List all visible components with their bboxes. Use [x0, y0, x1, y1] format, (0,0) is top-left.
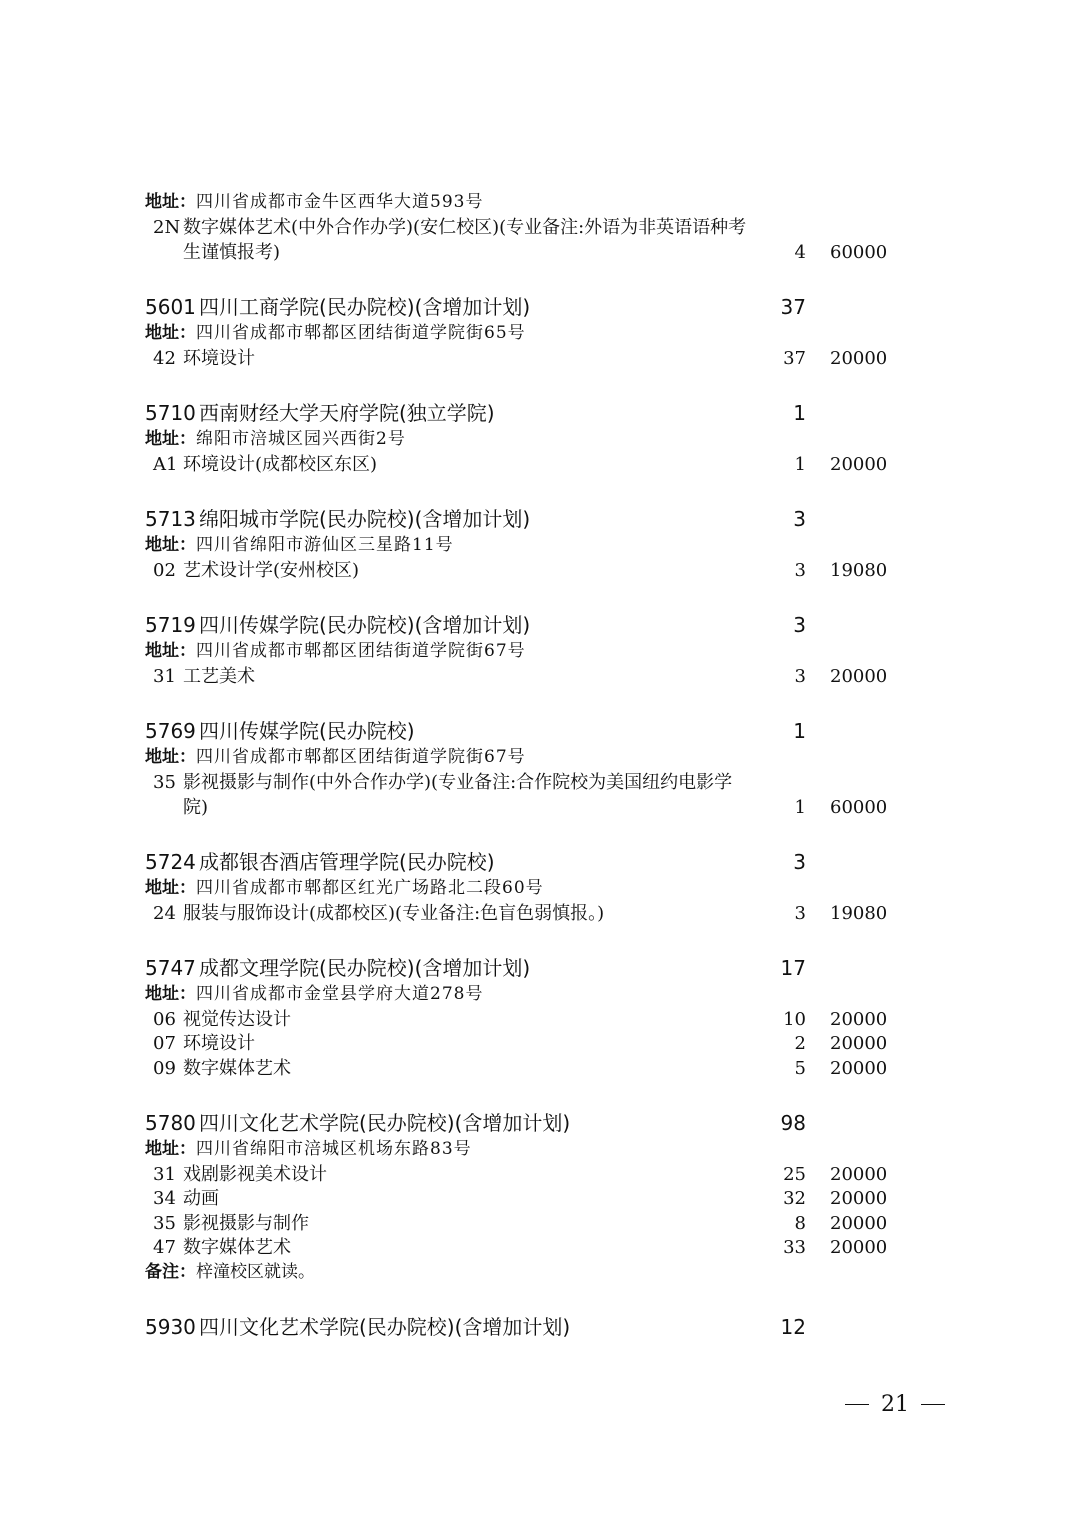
school-header — [0, 716, 1080, 746]
address-label: 地址： — [145, 747, 196, 767]
page-number-dash-right — [921, 1404, 945, 1405]
major-code: 31 — [153, 1164, 176, 1185]
address-text: 四川省绵阳市涪城区机场东路83号 — [196, 1139, 472, 1159]
major-fee: 20000 — [830, 1188, 888, 1209]
address-text: 四川省成都市金堂县学府大道278号 — [196, 984, 484, 1004]
major-row — [0, 215, 1080, 240]
major-fee: 20000 — [830, 1058, 888, 1079]
major-code: 09 — [153, 1058, 176, 1079]
major-row — [0, 901, 1080, 926]
major-name: 动画 — [183, 1188, 219, 1209]
address-text: 四川省成都市郫都区红光广场路北二段60号 — [196, 878, 544, 898]
major-count: 3 — [794, 903, 806, 924]
school-total: 3 — [793, 613, 806, 637]
major-name: 戏剧影视美术设计 — [183, 1164, 327, 1185]
major-count: 1 — [794, 454, 806, 475]
address-line — [0, 533, 1080, 558]
school-header — [0, 292, 1080, 322]
major-name: 服装与服饰设计(成都校区)(专业备注:色盲色弱慎报。) — [183, 903, 605, 924]
major-name: 艺术设计学(安州校区) — [183, 560, 360, 581]
address-text: 四川省成都市郫都区团结街道学院街65号 — [196, 323, 526, 343]
major-code: A1 — [153, 454, 178, 475]
school-total: 98 — [780, 1111, 806, 1135]
address-line — [0, 1137, 1080, 1162]
school-total: 3 — [793, 850, 806, 874]
address-line — [0, 190, 1080, 215]
major-count: 25 — [783, 1164, 806, 1185]
major-fee: 60000 — [830, 797, 888, 818]
major-name: 影视摄影与制作 — [183, 1213, 309, 1234]
major-fee: 20000 — [830, 666, 888, 687]
school-code: 5769 — [145, 719, 196, 743]
major-count: 8 — [794, 1213, 806, 1234]
major-code: 35 — [153, 1213, 176, 1234]
major-count: 10 — [783, 1009, 806, 1030]
school-code: 5713 — [145, 507, 196, 531]
major-name: 影视摄影与制作(中外合作办学)(专业备注:合作院校为美国纽约电影学 — [183, 772, 733, 793]
note-text: 梓潼校区就读。 — [196, 1262, 315, 1282]
major-code: 06 — [153, 1009, 176, 1030]
page-number-text: 21 — [881, 1392, 909, 1417]
school-name: 西南财经大学天府学院(独立学院) — [199, 401, 495, 425]
major-fee: 60000 — [830, 242, 888, 263]
major-count: 37 — [783, 348, 806, 369]
major-name-continued: 生谨慎报考) — [183, 242, 281, 263]
school-code: 5930 — [145, 1315, 196, 1339]
major-name: 环境设计 — [183, 348, 255, 369]
school-header — [0, 953, 1080, 983]
school-code: 5710 — [145, 401, 196, 425]
address-line — [0, 745, 1080, 770]
major-name: 视觉传达设计 — [183, 1009, 291, 1030]
major-name: 环境设计 — [183, 1033, 255, 1054]
major-count: 2 — [794, 1033, 806, 1054]
major-fee: 20000 — [830, 1009, 888, 1030]
major-row — [0, 1056, 1080, 1081]
address-text: 四川省成都市金牛区西华大道593号 — [196, 192, 484, 212]
major-row-continued — [0, 795, 1080, 820]
school-header — [0, 1312, 1080, 1342]
major-code: 2N — [153, 217, 181, 238]
address-text: 绵阳市涪城区园兴西街2号 — [196, 429, 406, 449]
school-name: 四川传媒学院(民办院校)(含增加计划) — [199, 613, 531, 637]
major-name: 环境设计(成都校区东区) — [183, 454, 378, 475]
school-code: 5780 — [145, 1111, 196, 1135]
major-code: 07 — [153, 1033, 176, 1054]
school-name: 四川文化艺术学院(民办院校)(含增加计划) — [199, 1111, 571, 1135]
major-code: 35 — [153, 772, 176, 793]
school-name: 成都文理学院(民办院校)(含增加计划) — [199, 956, 531, 980]
address-line — [0, 639, 1080, 664]
major-row — [0, 1031, 1080, 1056]
major-fee: 20000 — [830, 1033, 888, 1054]
address-text: 四川省成都市郫都区团结街道学院街67号 — [196, 747, 526, 767]
major-row — [0, 452, 1080, 477]
address-text: 四川省成都市郫都区团结街道学院街67号 — [196, 641, 526, 661]
school-name: 成都银杏酒店管理学院(民办院校) — [199, 850, 495, 874]
school-total: 1 — [793, 719, 806, 743]
school-name: 四川传媒学院(民办院校) — [199, 719, 415, 743]
school-code: 5747 — [145, 956, 196, 980]
address-label: 地址： — [145, 878, 196, 898]
major-fee: 20000 — [830, 1164, 888, 1185]
school-total: 37 — [780, 295, 806, 319]
note-label: 备注： — [145, 1262, 196, 1282]
major-name-continued: 院) — [183, 797, 209, 818]
school-name: 四川工商学院(民办院校)(含增加计划) — [199, 295, 531, 319]
major-code: 02 — [153, 560, 176, 581]
major-row — [0, 558, 1080, 583]
address-label: 地址： — [145, 192, 196, 212]
major-fee: 20000 — [830, 454, 888, 475]
major-fee: 20000 — [830, 348, 888, 369]
major-row — [0, 770, 1080, 795]
address-label: 地址： — [145, 429, 196, 449]
school-header — [0, 610, 1080, 640]
school-name: 四川文化艺术学院(民办院校)(含增加计划) — [199, 1315, 571, 1339]
major-count: 1 — [794, 797, 806, 818]
school-header — [0, 504, 1080, 534]
major-count: 33 — [783, 1237, 806, 1258]
major-fee: 19080 — [830, 560, 888, 581]
address-label: 地址： — [145, 1139, 196, 1159]
major-code: 34 — [153, 1188, 176, 1209]
address-text: 四川省绵阳市游仙区三星路11号 — [196, 535, 454, 555]
address-line — [0, 321, 1080, 346]
address-line — [0, 876, 1080, 901]
major-row — [0, 1162, 1080, 1187]
major-row — [0, 1235, 1080, 1260]
major-fee: 20000 — [830, 1213, 888, 1234]
page-number-dash-left — [845, 1404, 869, 1405]
major-row — [0, 1211, 1080, 1236]
major-count: 4 — [794, 242, 806, 263]
major-code: 24 — [153, 903, 176, 924]
major-row — [0, 1007, 1080, 1032]
page-number — [845, 1390, 945, 1420]
major-fee: 19080 — [830, 903, 888, 924]
major-code: 47 — [153, 1237, 176, 1258]
major-count: 3 — [794, 560, 806, 581]
school-header — [0, 398, 1080, 428]
school-header — [0, 1108, 1080, 1138]
school-code: 5601 — [145, 295, 196, 319]
school-header — [0, 847, 1080, 877]
major-row — [0, 346, 1080, 371]
address-line — [0, 982, 1080, 1007]
major-count: 32 — [783, 1188, 806, 1209]
school-code: 5724 — [145, 850, 196, 874]
school-total: 3 — [793, 507, 806, 531]
school-name: 绵阳城市学院(民办院校)(含增加计划) — [199, 507, 531, 531]
address-label: 地址： — [145, 535, 196, 555]
major-count: 3 — [794, 666, 806, 687]
major-count: 5 — [794, 1058, 806, 1079]
school-total: 1 — [793, 401, 806, 425]
address-line — [0, 427, 1080, 452]
major-code: 31 — [153, 666, 176, 687]
school-total: 12 — [780, 1315, 806, 1339]
major-row-continued — [0, 240, 1080, 265]
major-row — [0, 664, 1080, 689]
address-label: 地址： — [145, 641, 196, 661]
address-label: 地址： — [145, 984, 196, 1004]
school-total: 17 — [780, 956, 806, 980]
major-name: 数字媒体艺术(中外合作办学)(安仁校区)(专业备注:外语为非英语语种考 — [183, 217, 747, 238]
note-line — [0, 1260, 1080, 1285]
major-code: 42 — [153, 348, 176, 369]
major-row — [0, 1186, 1080, 1211]
major-name: 工艺美术 — [183, 666, 255, 687]
major-name: 数字媒体艺术 — [183, 1237, 291, 1258]
school-code: 5719 — [145, 613, 196, 637]
major-fee: 20000 — [830, 1237, 888, 1258]
major-name: 数字媒体艺术 — [183, 1058, 291, 1079]
address-label: 地址： — [145, 323, 196, 343]
